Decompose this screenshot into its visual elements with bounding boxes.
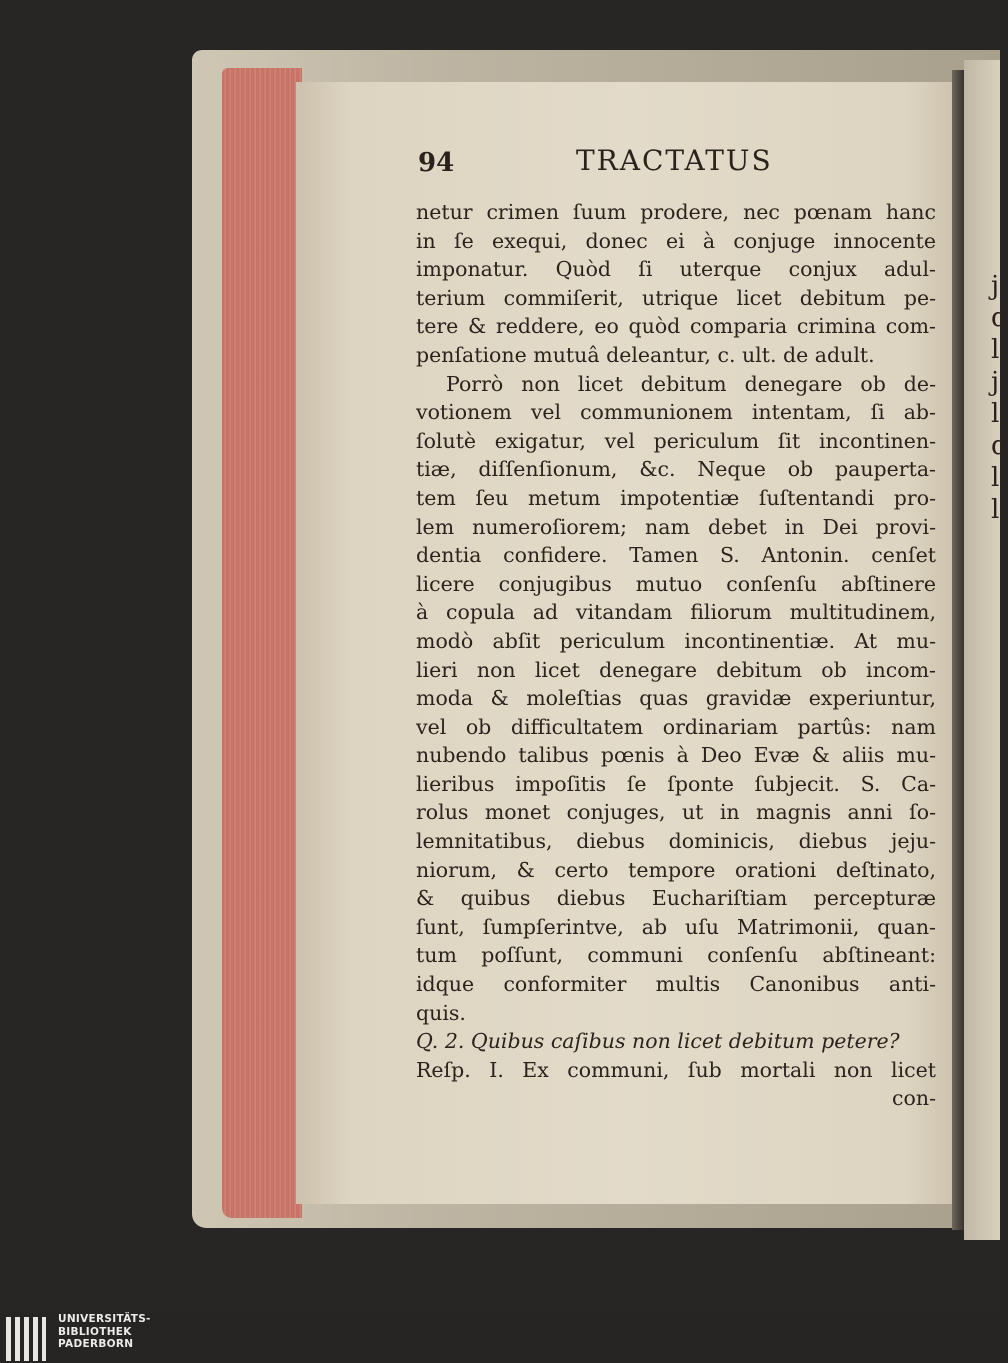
- text-line: Reſp. I. Ex communi, ſub mortali non licet: [416, 1057, 936, 1082]
- right-page-text: [991, 270, 1008, 526]
- library-logo-text: [58, 1313, 151, 1351]
- text-line: niorum, & certo tempore orationi deſtinato,: [416, 857, 936, 882]
- text-line: votionem vel communionem intentam, ſi ab-: [416, 400, 936, 425]
- text-line: netur crimen ſuum prodere, nec pœnam hanc: [416, 200, 936, 224]
- text-line: lieri non licet denegare debitum ob incom-: [416, 657, 936, 682]
- running-title: TRACTATUS: [576, 144, 773, 177]
- right-page-letter: d: [991, 431, 1008, 461]
- text-line: lieribus impoſitis ſe ſponte ſubjecit. S. Ca-: [416, 771, 936, 796]
- running-head: [412, 144, 932, 184]
- text-line: ſolutè exigatur, vel periculum ſit incontinen-: [416, 428, 936, 453]
- text-line: vel ob difficultatem ordinariam partûs: nam: [416, 714, 936, 739]
- right-page-letter: l: [991, 463, 1000, 493]
- page-edges: [222, 68, 302, 1218]
- text-line: tem ſeu metum impotentiæ ſuſtentandi pro-: [416, 485, 936, 510]
- text-line: quis.: [416, 1000, 466, 1025]
- text-line: imponatur. Quòd ſi uterque conjux adul-: [416, 257, 936, 282]
- right-page-edge: [964, 60, 1000, 1240]
- text-line: lemnitatibus, diebus dominicis, diebus jeju-: [416, 829, 936, 854]
- right-page-letter: l: [991, 495, 1000, 525]
- text-line: & quibus diebus Euchariſtiam percepturæ: [416, 886, 936, 911]
- text-line: modò abſit periculum incontinentiæ. At mu-: [416, 628, 936, 653]
- text-line: tiæ, diſſenſionum, &c. Neque ob pauperta-: [416, 457, 936, 482]
- text-line: lem numeroſiorem; nam debet in Dei provi-: [416, 514, 936, 539]
- text-line: penſatione mutuâ deleantur, c. ult. de adult.: [416, 342, 875, 367]
- text-line: tum poſſunt, communi conſenſu abſtineant:: [416, 943, 936, 968]
- text-line: ſunt, ſumpſerintve, ab uſu Matrimonii, quan-: [416, 914, 936, 939]
- text-line: idque conformiter multis Canonibus anti-: [416, 972, 936, 997]
- text-line: moda & moleſtias quas gravidæ experiuntur,: [416, 686, 936, 711]
- text-line: à copula ad vitandam filiorum multitudinem,: [416, 600, 936, 625]
- text-line: Porrò non licet debitum denegare ob de-: [446, 371, 936, 396]
- text-line: rolus monet conjuges, ut in magnis anni ſo-: [416, 800, 936, 825]
- body-text: [416, 198, 936, 1111]
- text-line: dentia confidere. Tamen S. Antonin. cenſet: [416, 543, 936, 568]
- question-line: Q. 2. Quibus caſibus non licet debitum petere?: [416, 1029, 900, 1054]
- right-page-letter: j: [991, 271, 1000, 301]
- page-number: 94: [418, 148, 455, 178]
- text-line: nubendo talibus pœnis à Deo Evæ & aliis mu-: [416, 743, 936, 768]
- right-page-letter: j: [991, 367, 1000, 397]
- library-logo-icon: [6, 1317, 50, 1361]
- logo-line: UNIVERSITÄTS-: [58, 1313, 151, 1325]
- right-page-letter: d: [991, 303, 1008, 333]
- text-line: licere conjugibus mutuo conſenſu abſtinere: [416, 571, 936, 596]
- right-page-letter: l: [991, 335, 1000, 365]
- text-line: tere & reddere, eo quòd comparia crimina com-: [416, 314, 936, 339]
- logo-line: PADERBORN: [58, 1338, 134, 1350]
- text-line: terium commiſerit, utrique licet debitum pe-: [416, 285, 936, 310]
- text-line: in ſe exequi, donec ei à conjuge innocente: [416, 228, 936, 253]
- right-page-letter: l: [991, 399, 1000, 429]
- logo-line: BIBLIOTHEK: [58, 1325, 132, 1338]
- catchword: con-: [892, 1086, 936, 1111]
